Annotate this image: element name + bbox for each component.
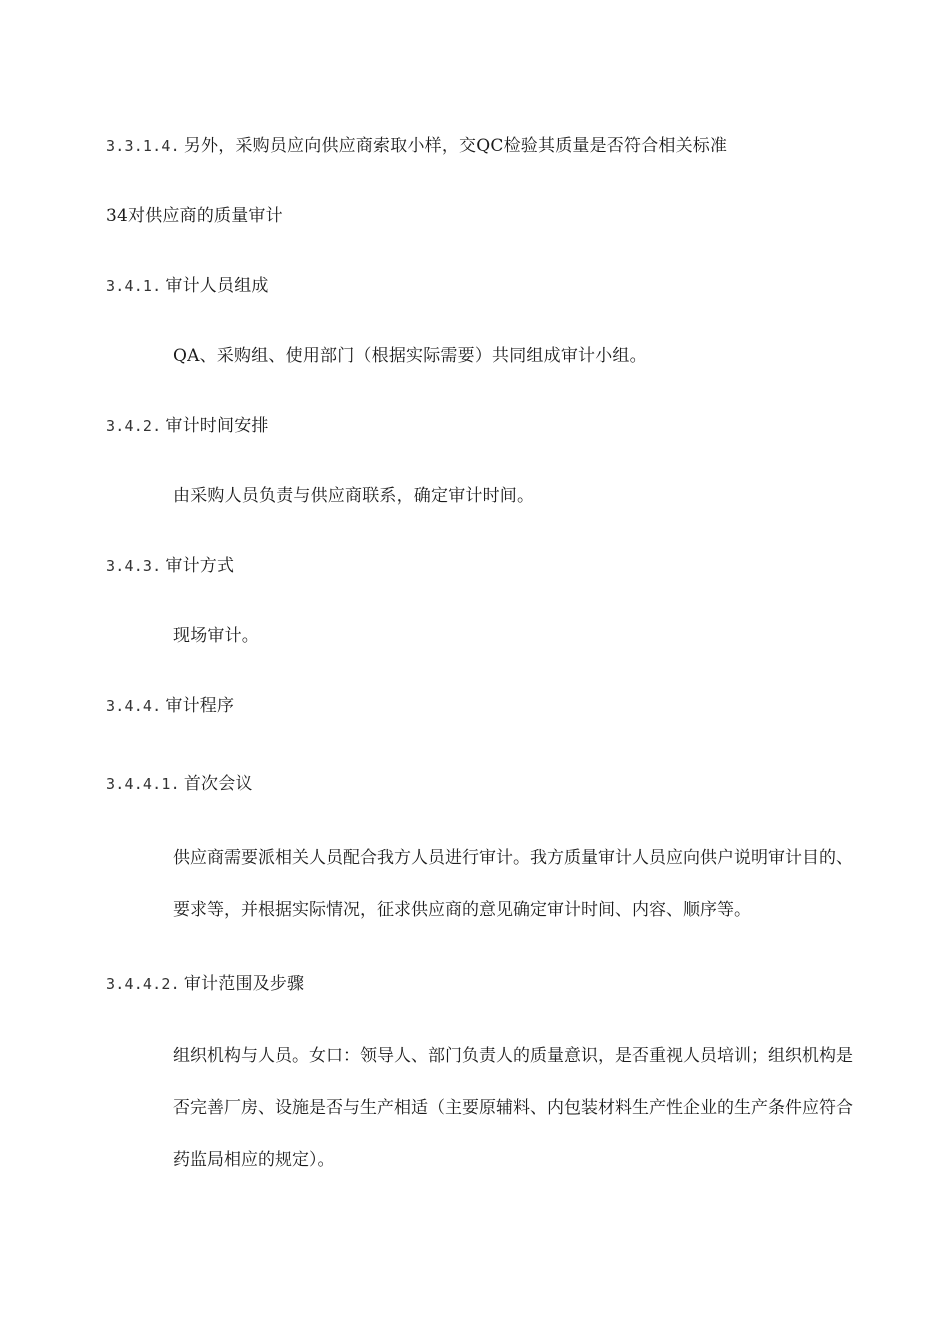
section-3-4-4 (106, 695, 234, 717)
section-heading-3-4 (106, 205, 283, 227)
paragraph-audit-team (173, 345, 647, 367)
section-title: 审计范围及步骤 (183, 974, 305, 994)
paragraph-text: QA、采购组、使用部门（根据实际需要）共同组成审计小组。 (173, 346, 647, 366)
paragraph-text: 组织机构与人员。女口：领导人、部门负责人的质量意识，是否重视人员培训；组织机构是否完善厂房、设施是否与生产相适（主要原辅料、内包装材料生产性企业的生产条件应符合药监局相应的规定）。 (173, 1046, 853, 1170)
section-number: 3.4.3. (106, 557, 162, 575)
section-3-4-2 (106, 415, 269, 437)
section-3-4-4-2 (106, 973, 304, 995)
section-number: 3.4.2. (106, 417, 162, 435)
section-3-4-1 (106, 275, 269, 297)
paragraph-audit-method (173, 625, 259, 647)
section-3-4-4-1 (106, 773, 253, 795)
section-title: 审计程序 (165, 696, 235, 716)
paragraph-first-meeting (173, 832, 853, 936)
section-number: 3.4.4. (106, 697, 162, 715)
section-number: 3.4.4.1. (106, 775, 180, 793)
section-3-4-3 (106, 555, 234, 577)
section-number: 3.4.1. (106, 277, 162, 295)
section-3-3-1-4 (106, 135, 727, 157)
section-title: 审计时间安排 (165, 416, 269, 436)
paragraph-text: 现场审计。 (173, 626, 259, 646)
section-number: 3.4.4.2. (106, 975, 180, 993)
section-number: 3.3.1.4. (106, 137, 180, 155)
section-text: 另外，采购员应向供应商索取小样，交QC检验其质量是否符合相关标准 (183, 136, 728, 156)
section-title: 审计方式 (165, 556, 235, 576)
paragraph-audit-schedule (173, 485, 534, 507)
section-heading-text: 34对供应商的质量审计 (106, 206, 283, 226)
paragraph-audit-scope (173, 1030, 853, 1186)
section-title: 首次会议 (183, 774, 253, 794)
paragraph-text: 由采购人员负责与供应商联系，确定审计时间。 (173, 486, 535, 506)
section-title: 审计人员组成 (165, 276, 269, 296)
paragraph-text: 供应商需要派相关人员配合我方人员进行审计。我方质量审计人员应向供户说明审计目的、要求等，并根据实际情况，征求供应商的意见确定审计时间、内容、顺序等。 (173, 848, 853, 920)
